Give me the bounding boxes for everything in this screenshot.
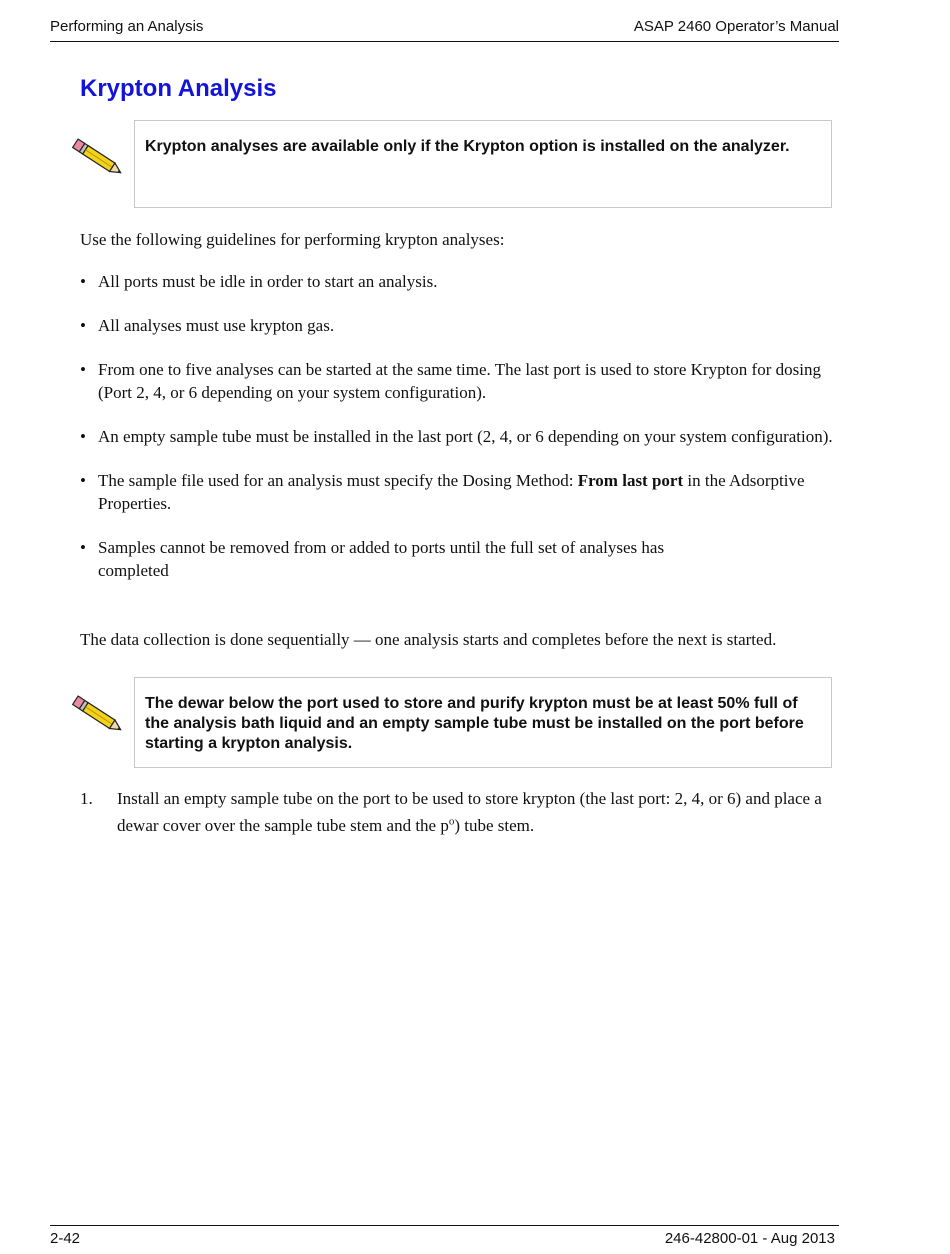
note-text: The dewar below the port used to store and purify krypton must be at least 50% full of the analysis bath liquid and an empty sample tube must be installed on the port before starting a krypton analysis.: [145, 695, 804, 752]
step-text: [117, 789, 822, 835]
bullet-icon: •: [80, 316, 86, 335]
bullet-icon: •: [80, 538, 86, 557]
sequential-paragraph: The data collection is done sequentially — one analysis starts and completes before the next is started.: [80, 630, 777, 649]
list-item-text: An empty sample tube must be installed in the last port (2, 4, or 6 depending on your system configuration).: [98, 427, 833, 446]
list-item-text: Samples cannot be removed from or added to ports until the full set of analyses has completed: [98, 538, 665, 580]
note-text: Krypton analyses are available only if the Krypton option is installed on the analyzer.: [145, 138, 790, 155]
pencil-icon: [69, 694, 127, 736]
superscript-o: o: [448, 815, 455, 827]
step-text-after: ) tube stem.: [454, 815, 535, 835]
list-item-text: All analyses must use krypton gas.: [98, 316, 335, 335]
list-item: [80, 314, 840, 337]
dosing-method-value: From last port: [577, 471, 684, 490]
intro-paragraph: Use the following guidelines for performing krypton analyses:: [80, 230, 505, 249]
document-number: 246-42800-01 - Aug 2013: [664, 1230, 835, 1247]
steps-list: [80, 787, 840, 837]
list-item-text: From one to five analyses can be started at the same time. The last port is used to store Krypton for dosing (Port 2, 4, or 6 depending on your system configuration).: [98, 360, 821, 402]
list-item-text: All ports must be idle in order to start an analysis.: [98, 272, 438, 291]
page-number: 2-42: [50, 1230, 81, 1247]
list-item: [80, 469, 840, 515]
page-header: [50, 17, 839, 42]
guidelines-list: [80, 270, 840, 603]
list-item-text-after: in the Adsorptive Properties.: [98, 471, 805, 513]
list-item-text: [98, 471, 805, 513]
bullet-icon: •: [80, 272, 86, 291]
header-manual-title: ASAP 2460 Operator’s Manual: [633, 18, 839, 35]
step-item: [80, 787, 840, 837]
list-item: [80, 425, 840, 448]
list-item: [80, 270, 840, 293]
bullet-icon: •: [80, 471, 86, 490]
bullet-icon: •: [80, 360, 86, 379]
list-item: [80, 358, 840, 404]
pencil-icon: [69, 137, 127, 179]
note-box: [134, 677, 832, 768]
step-number: 1.: [80, 789, 93, 808]
page-title: Krypton Analysis: [80, 75, 277, 102]
list-item-text-before: The sample file used for an analysis must specify the Dosing Method:: [98, 471, 578, 490]
bullet-icon: •: [80, 427, 86, 446]
header-section-title: Performing an Analysis: [50, 18, 204, 35]
step-text-before: Install an empty sample tube on the port to be used to store krypton (the last port: 2, 4, or 6) and place a dewar cover over the sample tube stem and the p: [117, 789, 822, 835]
page-footer: [50, 1225, 839, 1250]
list-item: [80, 536, 738, 582]
note-box: [134, 120, 832, 208]
